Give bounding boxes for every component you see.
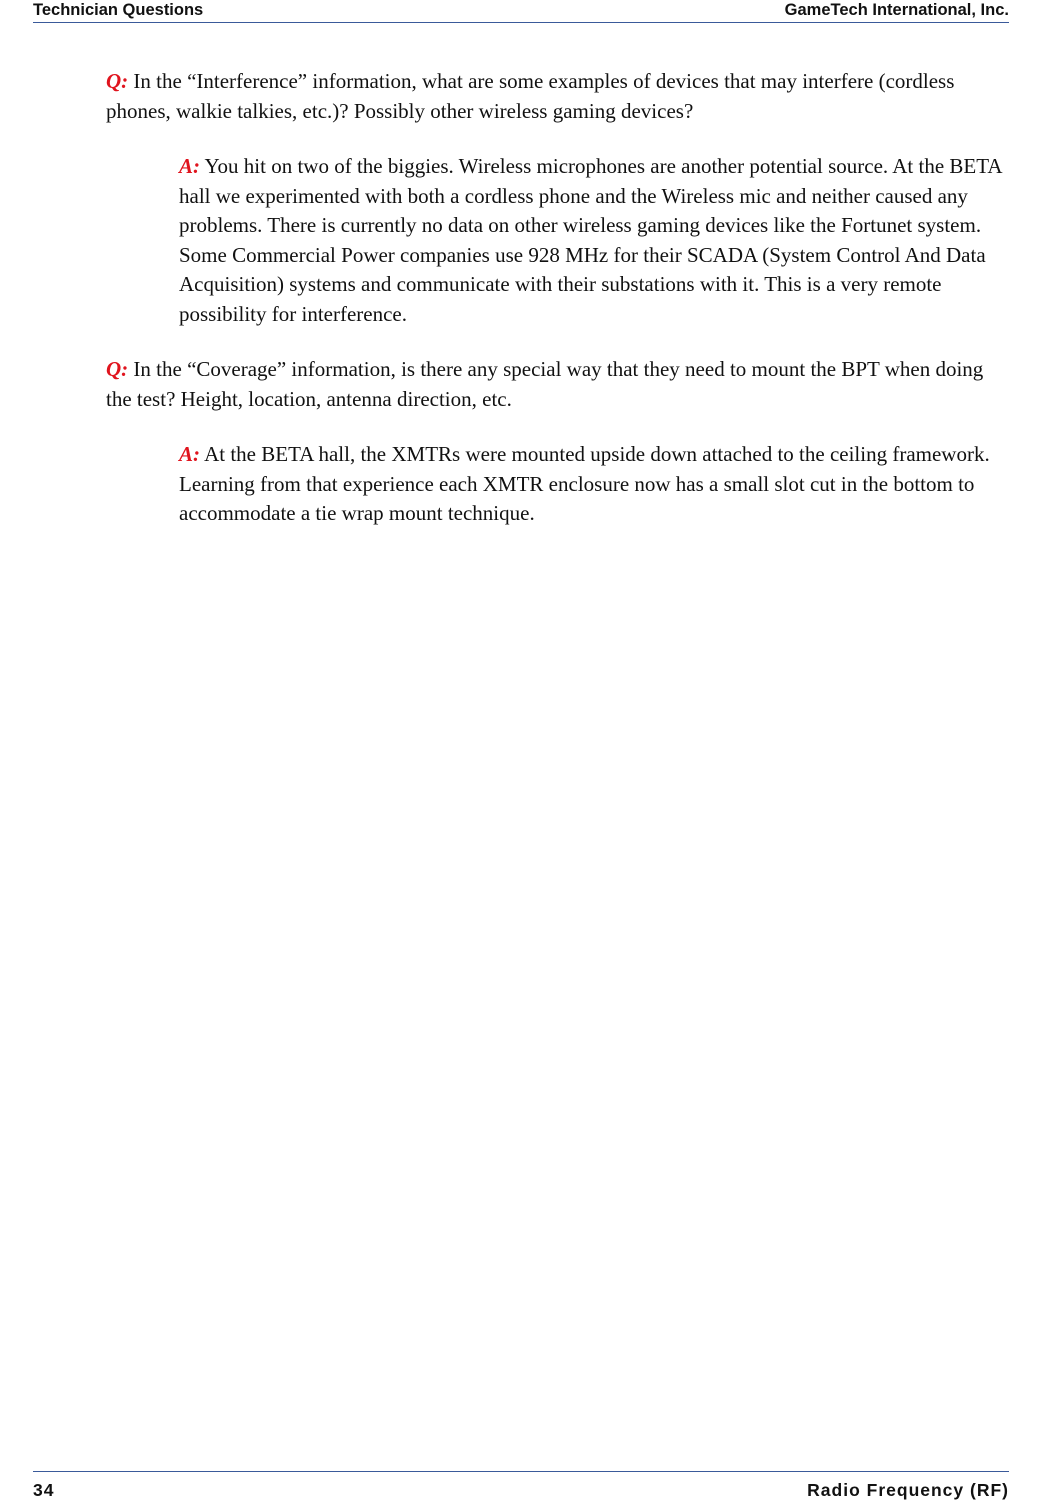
question-marker: Q: bbox=[106, 357, 129, 381]
answer-2 bbox=[179, 440, 1012, 529]
document-body bbox=[106, 67, 1012, 555]
page-header bbox=[33, 0, 1009, 23]
footer-section-title: Radio Frequency (RF) bbox=[807, 1480, 1009, 1500]
header-section-title: Technician Questions bbox=[33, 1, 204, 19]
page-number: 34 bbox=[33, 1480, 55, 1500]
answer-text: You hit on two of the biggies. Wireless microphones are another potential source. At the BETA hall we experimented with both a cordless phone and the Wireless mic and neither caused any problems. There is currently no data on other wireless gaming devices like the Fortunet system. Some Commercial Power companies use 928 MHz for their SCADA (System Control And Data Acquisition) systems and communicate with their substations with it. This is a very remote possibility for interference. bbox=[179, 154, 1002, 326]
question-marker: Q: bbox=[106, 69, 129, 93]
answer-marker: A: bbox=[179, 154, 200, 178]
answer-1 bbox=[179, 152, 1012, 329]
answer-marker: A: bbox=[179, 442, 200, 466]
header-company-name: GameTech International, Inc. bbox=[784, 1, 1009, 19]
question-text: In the “Interference” information, what are some examples of devices that may interfere (cordless phones, walkie talkies, etc.)? Possibly other wireless gaming devices? bbox=[106, 69, 955, 123]
answer-text: At the BETA hall, the XMTRs were mounted upside down attached to the ceiling framework. Learning from that experience each XMTR enclosure now has a small slot cut in the bottom to accommodate a tie wrap mount technique. bbox=[179, 442, 990, 525]
page-footer bbox=[33, 1471, 1009, 1502]
question-1 bbox=[106, 67, 1012, 126]
question-2 bbox=[106, 355, 1012, 414]
question-text: In the “Coverage” information, is there any special way that they need to mount the BPT when doing the test? Height, location, antenna direction, etc. bbox=[106, 357, 984, 411]
